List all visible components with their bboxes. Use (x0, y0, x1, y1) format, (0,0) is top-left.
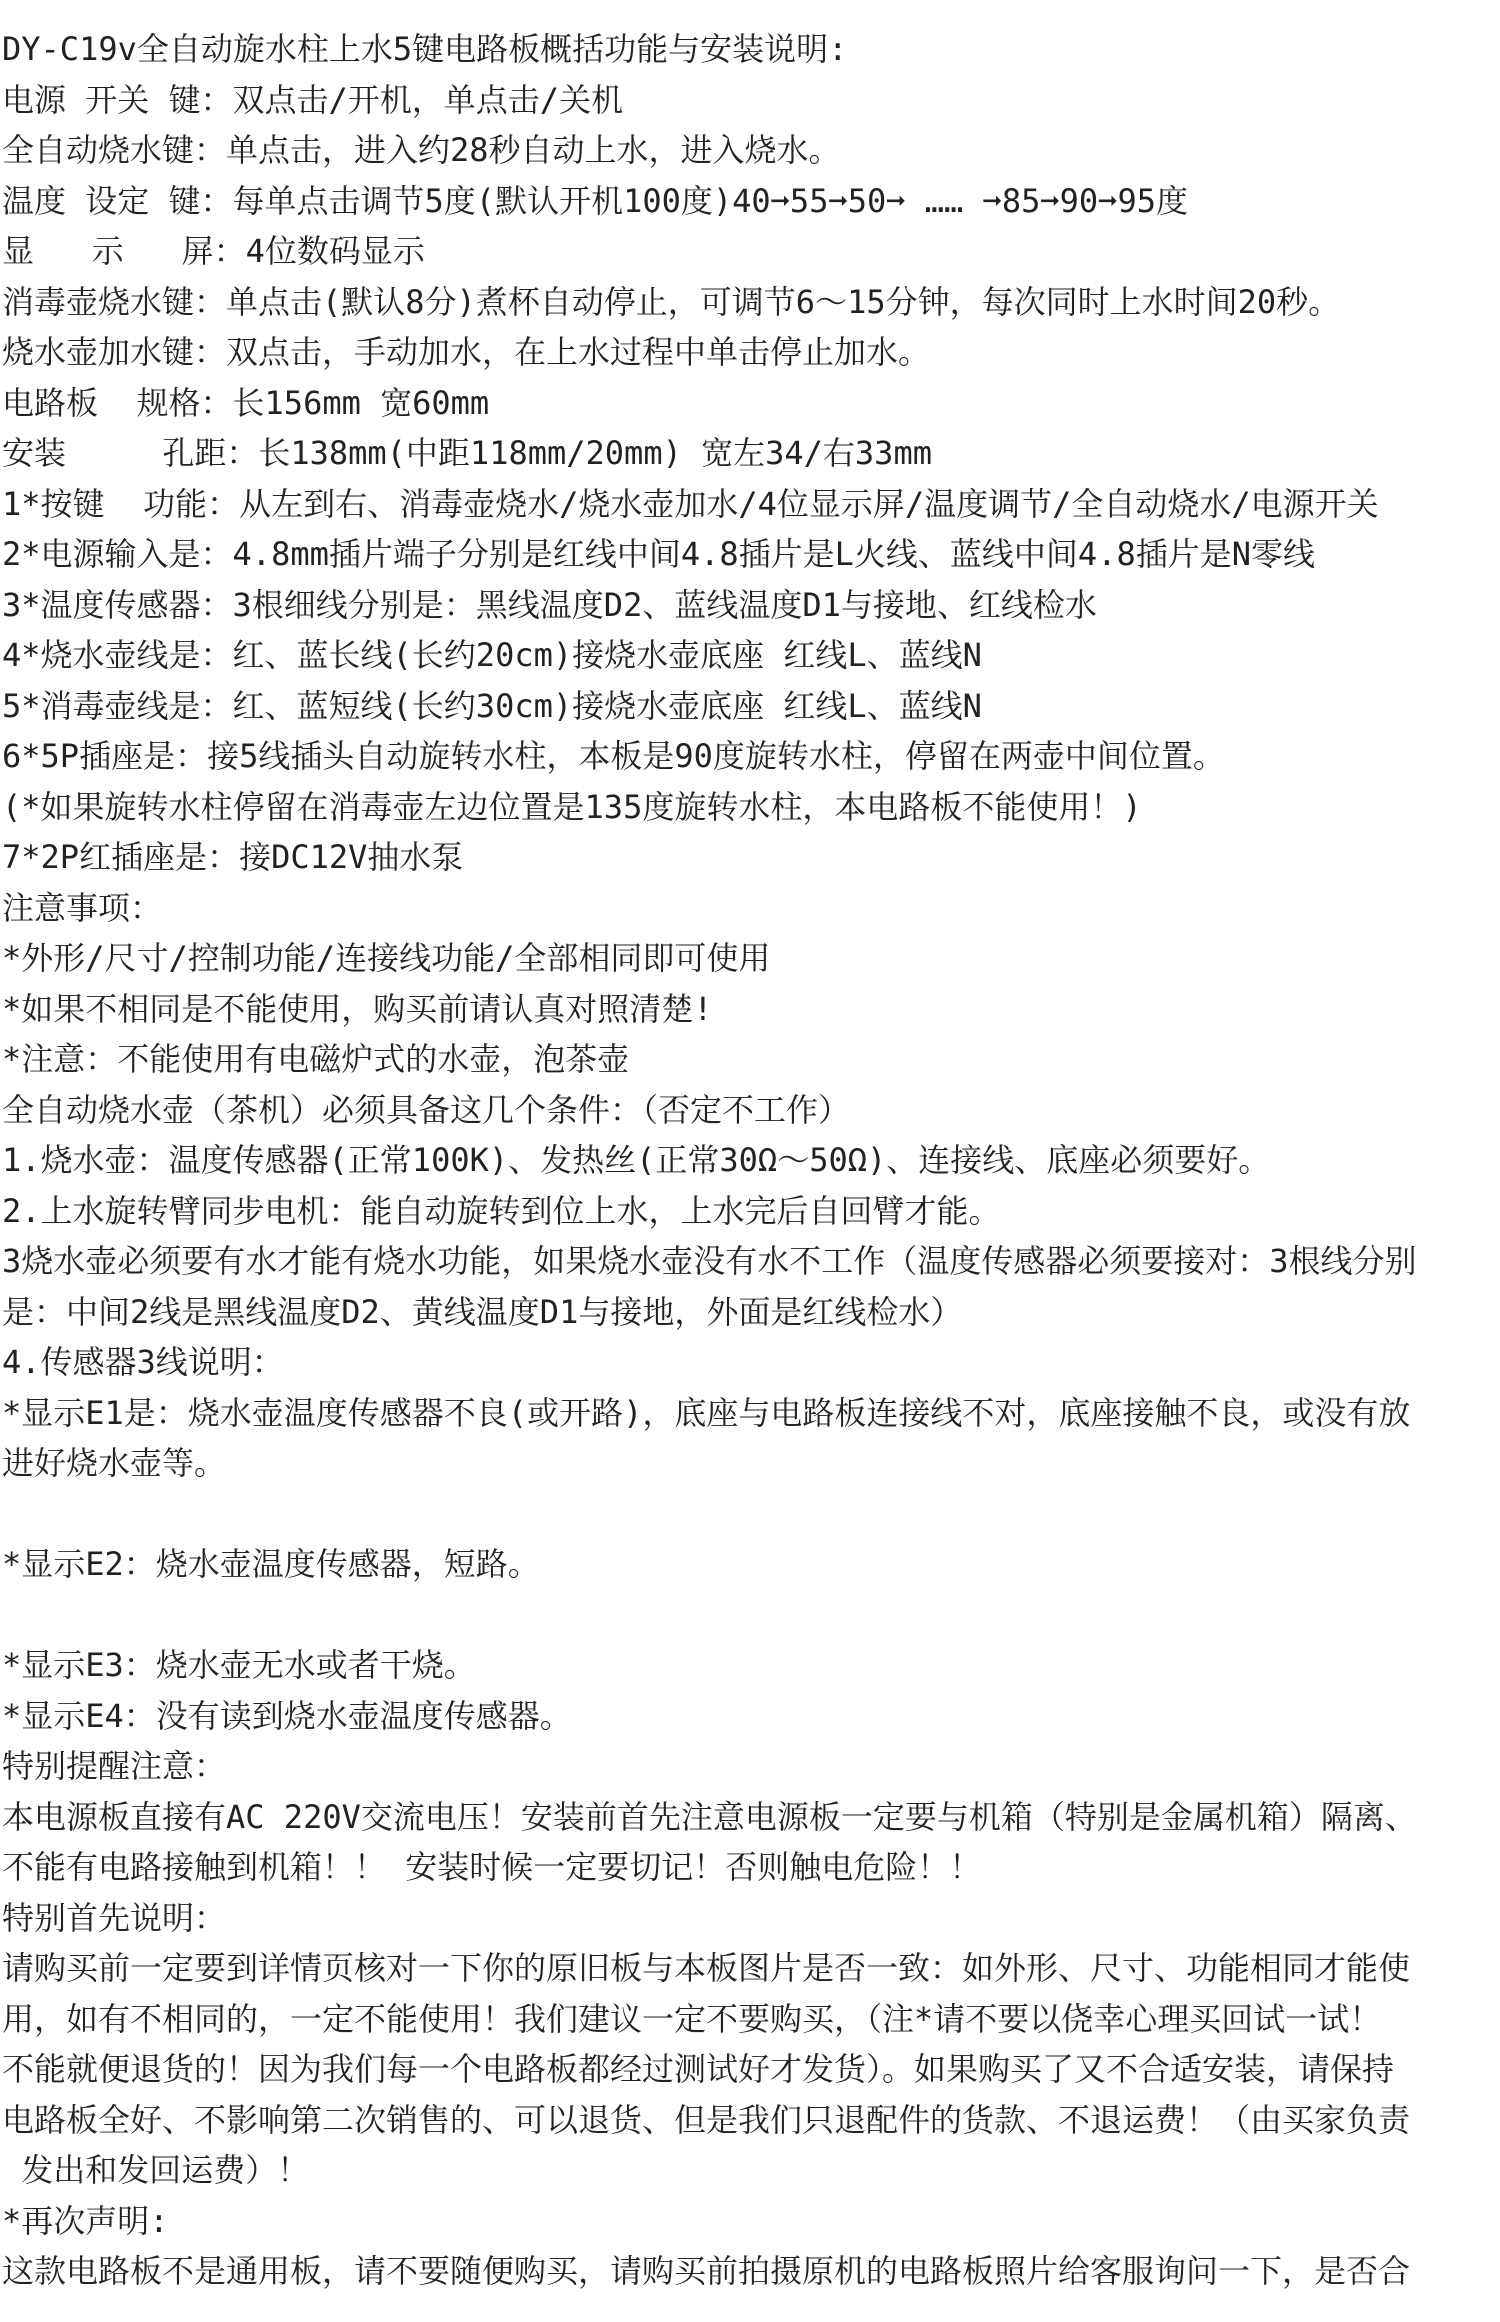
text-line: *显示E2：烧水壶温度传感器，短路。 (2, 1545, 540, 1583)
text-line: 进好烧水壶等。 (2, 1444, 227, 1482)
blank-line (0, 1489, 1500, 1540)
text-line: DY-C19v全自动旋水柱上水5键电路板概括功能与安装说明: (2, 30, 848, 68)
text-line: 7*2P红插座是：接DC12V抽水泵 (2, 838, 464, 876)
text-line: 是：中间2线是黑线温度D2、黄线温度D1与接地，外面是红线检水） (2, 1292, 963, 1331)
text-line: 1.烧水壶：温度传感器(正常100K)、发热丝(正常30Ω～50Ω)、连接线、底座必须要好。 (2, 1141, 1271, 1179)
text-line: 4*烧水壶线是：红、蓝长线(长约20cm)接烧水壶底座 红线L、蓝线N (2, 636, 982, 674)
text-line: 电路板全好、不影响第二次销售的、可以退货、但是我们只退配件的货款、不退运费！（由买家负责 (2, 2100, 1411, 2139)
blank-line (0, 1590, 1500, 1641)
text-line: *注意：不能使用有电磁炉式的水壶，泡茶壶 (2, 1040, 630, 1078)
text-line: 用，如有不相同的，一定不能使用！我们建议一定不要购买，（注*请不要以侥幸心理买回试一试！ (2, 1999, 1382, 2038)
text-line: 本电源板直接有AC 220V交流电压！安装前首先注意电源板一定要与机箱（特别是金属机箱）隔离、 (2, 1797, 1417, 1836)
text-line: *再次声明: (2, 2201, 169, 2240)
text-line: 1*按键 功能：从左到右、消毒壶烧水/烧水壶加水/4位显示屏/温度调节/全自动烧水/电源开关 (2, 484, 1379, 523)
text-line: 2.上水旋转臂同步电机：能自动旋转到位上水，上水完后自回臂才能。 (2, 1191, 1001, 1230)
text-line: *显示E3：烧水壶无水或者干烧。 (2, 1646, 476, 1684)
text-line: 全自动烧水壶（茶机）必须具备这几个条件：（否定不工作） (2, 1090, 851, 1129)
text-line: 安装 孔距：长138mm(中距118mm/20mm) 宽左34/右33mm (2, 434, 932, 472)
text-line: 全自动烧水键：单点击，进入约28秒自动上水，进入烧水。 (2, 131, 841, 169)
text-line: 特别提醒注意： (2, 1747, 227, 1785)
text-line: 请购买前一定要到详情页核对一下你的原旧板与本板图片是否一致：如外形、尺寸、功能相同才能使 (2, 1949, 1411, 1987)
text-line: 不能就便退货的！因为我们每一个电路板都经过测试好才发货）。如果购买了又不合适安装，请保持 (2, 2050, 1395, 2088)
text-line: 2*电源输入是：4.8mm插片端子分别是红线中间4.8插片是L火线、蓝线中间4.8插片是N零线 (2, 535, 1315, 573)
text-line: 电源 开关 键：双点击/开机，单点击/关机 (2, 80, 624, 119)
text-line: 注意事项： (2, 888, 163, 927)
text-line: 不能有电路接触到机箱！！ 安装时候一定要切记！否则触电危险！！ (2, 1848, 982, 1886)
text-line: 消毒壶烧水键：单点击(默认8分)煮杯自动停止，可调节6～15分钟，每次同时上水时间20秒。 (2, 282, 1341, 321)
text-line: *显示E4：没有读到烧水壶温度传感器。 (2, 1696, 572, 1735)
text-line: *显示E1是：烧水壶温度传感器不良(或开路)，底座与电路板连接线不对，底座接触不良，或没有放 (2, 1393, 1411, 1432)
text-line: 3烧水壶必须要有水才能有烧水功能，如果烧水壶没有水不工作（温度传感器必须要接对：3根线分别 (2, 1242, 1417, 1280)
text-line: *外形/尺寸/控制功能/连接线功能/全部相同即可使用 (2, 939, 771, 977)
text-line: 温度 设定 键：每单点击调节5度(默认开机100度)40➞55➞50➞ …… ➞85➞90➞95度 (2, 181, 1188, 220)
text-line: (*如果旋转水柱停留在消毒壶左边位置是135度旋转水柱，本电路板不能使用！) (2, 787, 1142, 826)
text-line: 烧水壶加水键：双点击，手动加水，在上水过程中单击停止加水。 (2, 333, 931, 371)
text-line: 3*温度传感器：3根细线分别是：黑线温度D2、蓝线温度D1与接地、红线检水 (2, 585, 1097, 624)
text-line: 这款电路板不是通用板，请不要随便购买，请购买前拍摄原机的电路板照片给客服询问一下，是否合 (2, 2252, 1411, 2290)
text-line: 5*消毒壶线是：红、蓝短线(长约30cm)接烧水壶底座 红线L、蓝线N (2, 686, 982, 725)
text-line: *如果不相同是不能使用，购买前请认真对照清楚! (2, 989, 713, 1028)
text-line: 发出和发回运费）！ (2, 2151, 310, 2189)
text-line: 4.传感器3线说明： (2, 1343, 284, 1381)
text-line: 电路板 规格：长156mm 宽60mm (2, 383, 490, 422)
text-line: 特别首先说明： (2, 1898, 227, 1937)
text-line: 6*5P插座是：接5线插头自动旋转水柱，本板是90度旋转水柱，停留在两壶中间位置。 (2, 737, 1225, 775)
text-line: 显 示 屏：4位数码显示 (2, 232, 425, 270)
